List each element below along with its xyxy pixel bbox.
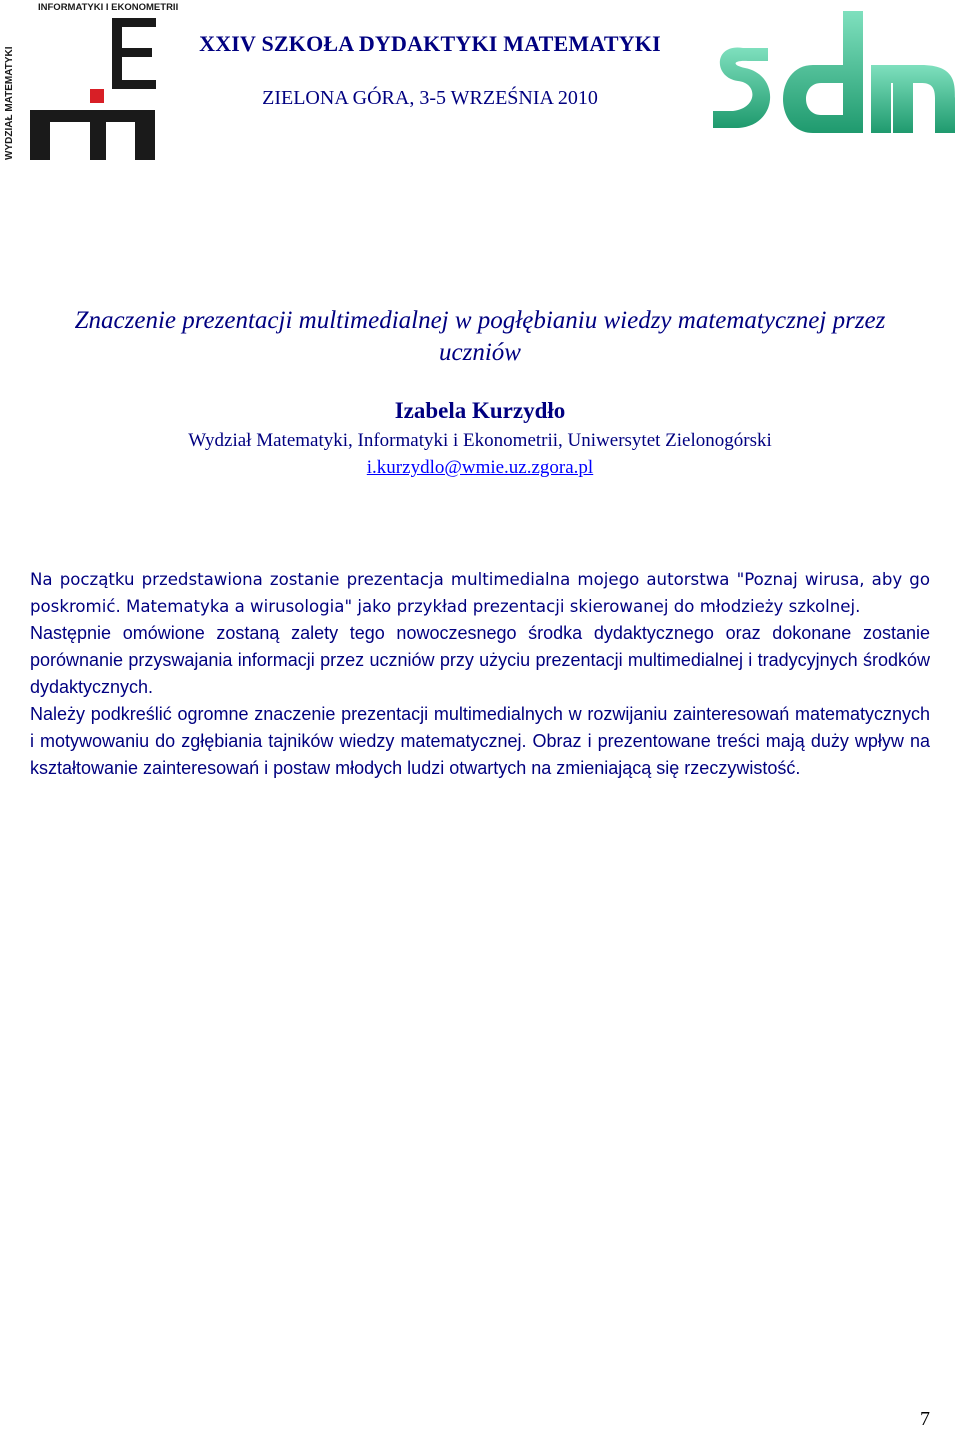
abstract-paragraph-3: Należy podkreślić ogromne znaczenie prezentacji multimedialnych w rozwijaniu zainteresowań matematycznych i motywowaniu do zgłębiania tajników wiedzy matematycznej. Obraz i prezentowane treści mają duży wpływ na kształtowanie zainteresowań i postaw młodych ludzi otwartych na zmieniającą się rzeczywistość.: [30, 704, 930, 778]
article-title: Znaczenie prezentacji multimedialnej w pogłębianiu wiedzy matematycznej przez uczniów: [74, 307, 886, 366]
logo-text-top: INFORMATYKI I EKONOMETRII: [38, 2, 179, 13]
conference-place-date: ZIELONA GÓRA, 3-5 WRZEŚNIA 2010: [262, 87, 598, 109]
conference-title: XXIV SZKOŁA DYDAKTYKI MATEMATYKI: [199, 31, 661, 56]
article-author: Izabela Kurzydło: [394, 398, 566, 423]
abstract-paragraph-1: Na początku przedstawiona zostanie prezentacja multimedialna mojego autorstwa "Poznaj wirusa, aby go poskromić. Matematyka a wirusologia" jako przykład prezentacji skierowanej do młodzieży szkolnej.: [30, 570, 930, 616]
page-number: 7: [920, 1408, 930, 1430]
wmie-logo-icon: [0, 0, 179, 165]
author-email-link[interactable]: i.kurzydlo@wmie.uz.zgora.pl: [366, 457, 594, 478]
author-affiliation: Wydział Matematyki, Informatyki i Ekonometrii, Uniwersytet Zielonogórski: [188, 430, 772, 451]
sdm-logo-icon: [693, 3, 960, 143]
abstract-paragraph-2: Następnie omówione zostaną zalety tego nowoczesnego środka dydaktycznego oraz dokonane zostanie porównanie przyswajania informacji przez uczniów przy użyciu prezentacji multimedialnej i tradycyjnych środków dydaktycznych.: [30, 623, 930, 697]
logo-text-side: WYDZIAŁ MATEMATYKI: [4, 46, 15, 160]
abstract-body: [30, 566, 930, 782]
